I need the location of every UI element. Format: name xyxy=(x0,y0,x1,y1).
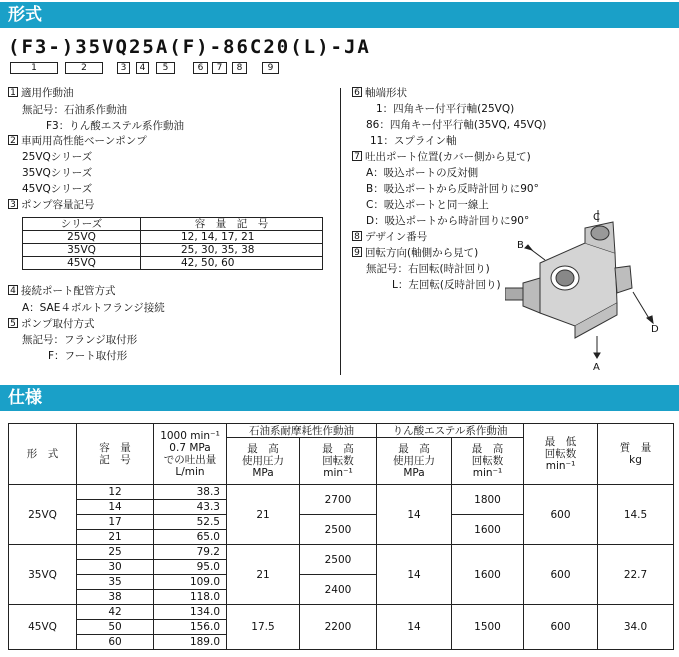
table-row: 25VQ 12, 14, 17, 21 xyxy=(23,231,323,244)
item-2-title: 2 車両用高性能ベーンポンプ xyxy=(8,135,147,148)
item-9-title: 9 回転方向(軸側から見て) xyxy=(352,247,478,260)
code-box-9: 9 xyxy=(262,62,279,74)
model-code: (F3-)35VQ25A(F)-86C20(L)-JA xyxy=(8,36,371,58)
section-title-model: 形式 xyxy=(0,2,679,28)
code-box-1: 1 xyxy=(10,62,58,74)
item-7-title: 7 吐出ポート位置(カバー側から見て) xyxy=(352,151,531,164)
item-2-option-b: 35VQシリーズ xyxy=(22,167,93,179)
header-phos-pressure: 最 高 使用圧力 MPa xyxy=(377,438,452,485)
pump-port-diagram xyxy=(505,208,675,373)
item-4-title: 4 接続ポート配管方式 xyxy=(8,285,116,298)
item-2-option-c: 45VQシリーズ xyxy=(22,183,93,195)
item-5-option-b: F：フート取付形 xyxy=(48,350,128,362)
port-label-c: C xyxy=(593,212,600,223)
table-row: 45VQ 42, 50, 60 xyxy=(23,257,323,270)
item-7-option-b: B：吸込ポートから反時計回りに90° xyxy=(366,183,539,195)
item-1-option-a: 無記号：石油系作動油 xyxy=(22,104,127,116)
item-6-option-c: 11：スプライン軸 xyxy=(370,135,457,147)
item-4-option-a: A：SAE４ボルトフランジ接続 xyxy=(22,302,165,314)
header-min-speed: 最 低 回転数 min⁻¹ xyxy=(524,424,598,485)
table-row: 50 156.0 xyxy=(9,620,674,635)
code-box-8: 8 xyxy=(232,62,247,74)
item-7-option-c: C：吸込ポートと同一線上 xyxy=(366,199,489,211)
item-9-option-a: 無記号：右回転(時計回り) xyxy=(366,263,490,275)
capacity-code-table xyxy=(22,217,323,270)
table-row: 35 109.0 2400 xyxy=(9,575,674,590)
table-row: 25VQ 12 38.3 21 2700 14 1800 600 14.5 xyxy=(9,485,674,500)
item-6-option-a: 1：四角キー付平行軸(25VQ) xyxy=(376,103,515,115)
section-title-spec: 仕様 xyxy=(0,385,679,411)
header-model: 形 式 xyxy=(9,424,77,485)
header-petro-speed: 最 高 回転数 min⁻¹ xyxy=(300,438,377,485)
code-box-5: 5 xyxy=(156,62,175,74)
port-label-b: B xyxy=(517,240,524,251)
code-box-3: 3 xyxy=(117,62,130,74)
code-box-4: 4 xyxy=(136,62,149,74)
table-row: 14 43.3 xyxy=(9,500,674,515)
table-row: 21 65.0 xyxy=(9,530,674,545)
item-7-option-d: D：吸込ポートから時計回りに90° xyxy=(366,215,530,227)
table-row: 17 52.5 2500 1600 xyxy=(9,515,674,530)
table-row: 35VQ 25 79.2 21 2500 14 1600 600 22.7 xyxy=(9,545,674,560)
item-6-title: 6 軸端形状 xyxy=(352,87,407,100)
spec-table xyxy=(8,423,674,650)
cap-header-codes: 容 量 記 号 xyxy=(141,218,323,231)
port-label-a: A xyxy=(593,362,600,373)
header-petro-pressure: 最 高 使用圧力 MPa xyxy=(227,438,300,485)
cap-header-series: シリーズ xyxy=(23,218,141,231)
table-row: 60 189.0 xyxy=(9,635,674,650)
table-row: 30 95.0 xyxy=(9,560,674,575)
item-3-title: 3 ポンプ容量記号 xyxy=(8,199,95,212)
item-9-option-b: L：左回転(反時計回り) xyxy=(392,279,501,291)
table-row: 35VQ 25, 30, 35, 38 xyxy=(23,244,323,257)
header-phos-speed: 最 高 回転数 min⁻¹ xyxy=(452,438,524,485)
header-capacity-code: 容 量 記 号 xyxy=(77,424,154,485)
item-1-title: 1 適用作動油 xyxy=(8,87,74,100)
item-7-option-a: A：吸込ポートの反対側 xyxy=(366,167,479,179)
header-flow: 1000 min⁻¹ 0.7 MPa での吐出量 L/min xyxy=(154,424,227,485)
table-row: 38 118.0 xyxy=(9,590,674,605)
item-2-option-a: 25VQシリーズ xyxy=(22,151,93,163)
table-row: 45VQ 42 134.0 17.5 2200 14 1500 600 34.0 xyxy=(9,605,674,620)
header-petroleum-oil: 石油系耐摩耗性作動油 xyxy=(227,424,377,438)
item-6-option-b: 86：四角キー付平行軸(35VQ, 45VQ) xyxy=(366,119,547,131)
item-1-option-b: F3：りん酸エステル系作動油 xyxy=(46,120,184,132)
item-5-title: 5 ポンプ取付方式 xyxy=(8,318,95,331)
header-mass: 質 量 kg xyxy=(598,424,674,485)
column-divider xyxy=(340,88,341,375)
header-phosphate-ester: りん酸エステル系作動油 xyxy=(377,424,524,438)
code-box-7: 7 xyxy=(212,62,227,74)
port-label-d: D xyxy=(651,324,659,335)
item-5-option-a: 無記号：フランジ取付形 xyxy=(22,334,138,346)
code-box-2: 2 xyxy=(65,62,103,74)
item-8-title: 8 デザイン番号 xyxy=(352,231,427,244)
code-box-6: 6 xyxy=(193,62,208,74)
